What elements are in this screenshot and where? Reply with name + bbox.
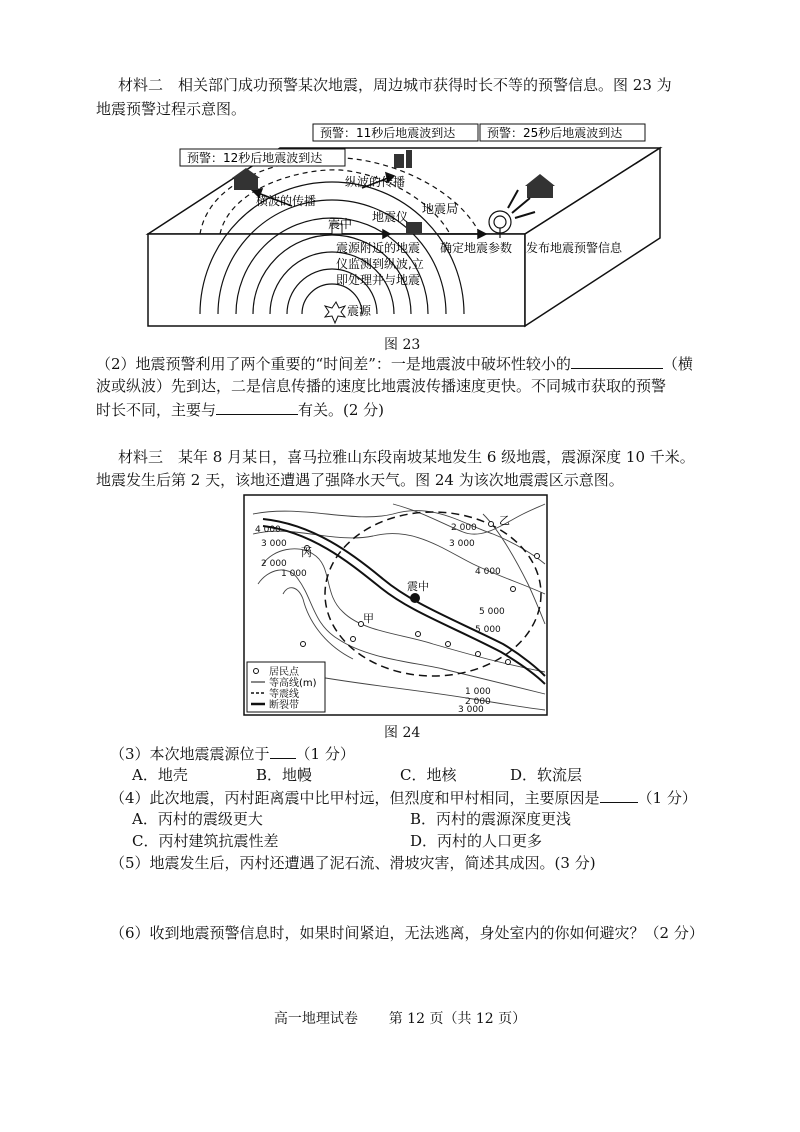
label-seismograph: 地震仪 xyxy=(372,210,409,224)
figure-24-caption: 图 24 xyxy=(384,725,421,741)
contour-label-5000b: 5 000 xyxy=(475,625,501,635)
svg-text:预警：25秒后地震波到达: 预警：25秒后地震波到达 xyxy=(487,126,623,140)
q3-blank[interactable] xyxy=(270,742,296,759)
legend-contour: 等高线(m) xyxy=(269,678,317,689)
q2-line3 xyxy=(96,398,384,421)
svg-text:预警：12秒后地震波到达: 预警：12秒后地震波到达 xyxy=(187,151,323,165)
q4-score: （1 分） xyxy=(637,789,697,807)
epicenter-label: 震中 xyxy=(407,580,429,593)
q3-stem-text: （3）本次地震震源位于 xyxy=(110,745,270,763)
contour-label-3000a: 3 000 xyxy=(261,539,287,549)
q4-option-c[interactable]: C．丙村建筑抗震性差 xyxy=(132,832,279,850)
contour-label-4000b: 4 000 xyxy=(475,567,501,577)
q4-option-a[interactable]: A．丙村的震级更大 xyxy=(132,810,263,828)
contour-label-2000b: 2 000 xyxy=(451,523,477,533)
village-yi-label: 乙 xyxy=(499,514,510,527)
legend-isoseismal: 等震线 xyxy=(269,689,299,700)
q2-line1-b: （横 xyxy=(662,355,693,373)
bureau-icon xyxy=(406,222,422,234)
label-focus: 震源 xyxy=(347,304,372,318)
q2-blank-1[interactable] xyxy=(571,352,663,369)
q6-stem: （6）收到地震预警信息时，如果时间紧迫，无法逃离，身处室内的你如何避灾？（2 分） xyxy=(110,924,704,942)
material2-line2: 地震预警过程示意图。 xyxy=(96,100,247,118)
note-line-2: 仪监测到纵波,立 xyxy=(336,257,424,271)
q3-option-b[interactable]: B．地幔 xyxy=(256,766,313,784)
contour-label-1000a: 1 000 xyxy=(281,569,307,579)
material2-line1: 材料二 相关部门成功预警某次地震，周边城市获得时长不等的预警信息。图 23 为 xyxy=(118,76,672,94)
legend-settlement: 居民点 xyxy=(269,667,299,678)
q2-blank-2[interactable] xyxy=(216,398,298,415)
contour-label-1000b: 1 000 xyxy=(465,687,491,697)
figure-24 xyxy=(243,494,548,716)
label-warn-25 xyxy=(480,124,645,141)
q2-line3-b: 有关。(2 分) xyxy=(298,401,385,419)
q2-line1 xyxy=(96,352,693,375)
material3-line1: 材料三 某年 8 月某日，喜马拉雅山东段南坡某地发生 6 级地震，震源深度 10 千米。 xyxy=(118,448,695,466)
page-footer xyxy=(0,1008,800,1028)
label-determine: 确定地震参数 xyxy=(440,241,513,255)
figure-23-caption: 图 23 xyxy=(384,337,421,353)
label-bureau: 地震局 xyxy=(422,202,459,216)
village-jia-label: 甲 xyxy=(363,612,374,625)
q3-option-d[interactable]: D．软流层 xyxy=(510,766,583,784)
footer-subject: 高一地理试卷 xyxy=(273,1011,358,1027)
q2-line3-a: 时长不同，主要与 xyxy=(96,401,217,419)
q4-option-b[interactable]: B．丙村的震源深度更浅 xyxy=(410,810,572,828)
q4-blank[interactable] xyxy=(600,786,638,803)
q3-stem xyxy=(110,742,355,765)
label-publish: 发布地震预警信息 xyxy=(526,241,623,255)
q3-option-a[interactable]: A．地壳 xyxy=(132,766,188,784)
note-line-1: 震源附近的地震 xyxy=(336,241,421,255)
q2-line1-a: （2）地震预警利用了两个重要的“时间差”：一是地震波中破坏性较小的 xyxy=(96,355,571,373)
label-epicenter: 震中 xyxy=(328,217,353,231)
contour-label-2000a: 2 000 xyxy=(261,559,287,569)
label-warn-12 xyxy=(180,149,345,166)
q4-stem xyxy=(110,786,697,809)
figure-23 xyxy=(140,118,670,333)
footer-page: 第 12 页（共 12 页） xyxy=(388,1011,527,1027)
legend-fault: 断裂带 xyxy=(269,700,299,711)
map-legend xyxy=(247,662,325,712)
contour-label-3000c: 3 000 xyxy=(458,705,484,715)
q4-stem-text: （4）此次地震，丙村距离震中比甲村远，但烈度和甲村相同，主要原因是 xyxy=(110,789,600,807)
label-warn-11 xyxy=(313,124,478,141)
label-s-wave: 横波的传播 xyxy=(256,194,317,208)
epicenter-dot xyxy=(410,593,420,603)
contour-label-3000b: 3 000 xyxy=(449,539,475,549)
q3-score: （1 分） xyxy=(295,745,355,763)
contour-label-5000a: 5 000 xyxy=(479,607,505,617)
svg-text:预警：11秒后地震波到达: 预警：11秒后地震波到达 xyxy=(320,126,456,140)
q5-stem: （5）地震发生后，丙村还遭遇了泥石流、滑坡灾害，简述其成因。(3 分) xyxy=(110,854,596,872)
label-p-wave: 纵波的传播 xyxy=(345,175,406,189)
note-line-3: 即处理并与地震 xyxy=(336,273,421,287)
contour-label-4000a: 4 000 xyxy=(255,525,281,535)
q4-option-d[interactable]: D．丙村的人口更多 xyxy=(410,832,543,850)
material3-line2: 地震发生后第 2 天，该地还遭遇了强降水天气。图 24 为该次地震震区示意图。 xyxy=(96,471,624,489)
q3-option-c[interactable]: C．地核 xyxy=(400,766,457,784)
contour-label-2000c: 2 000 xyxy=(465,697,491,707)
village-bing-label: 丙 xyxy=(301,546,312,559)
q2-line2: 波或纵波）先到达，二是信息传播的速度比地震波传播速度更快。不同城市获取的预警 xyxy=(96,377,667,395)
